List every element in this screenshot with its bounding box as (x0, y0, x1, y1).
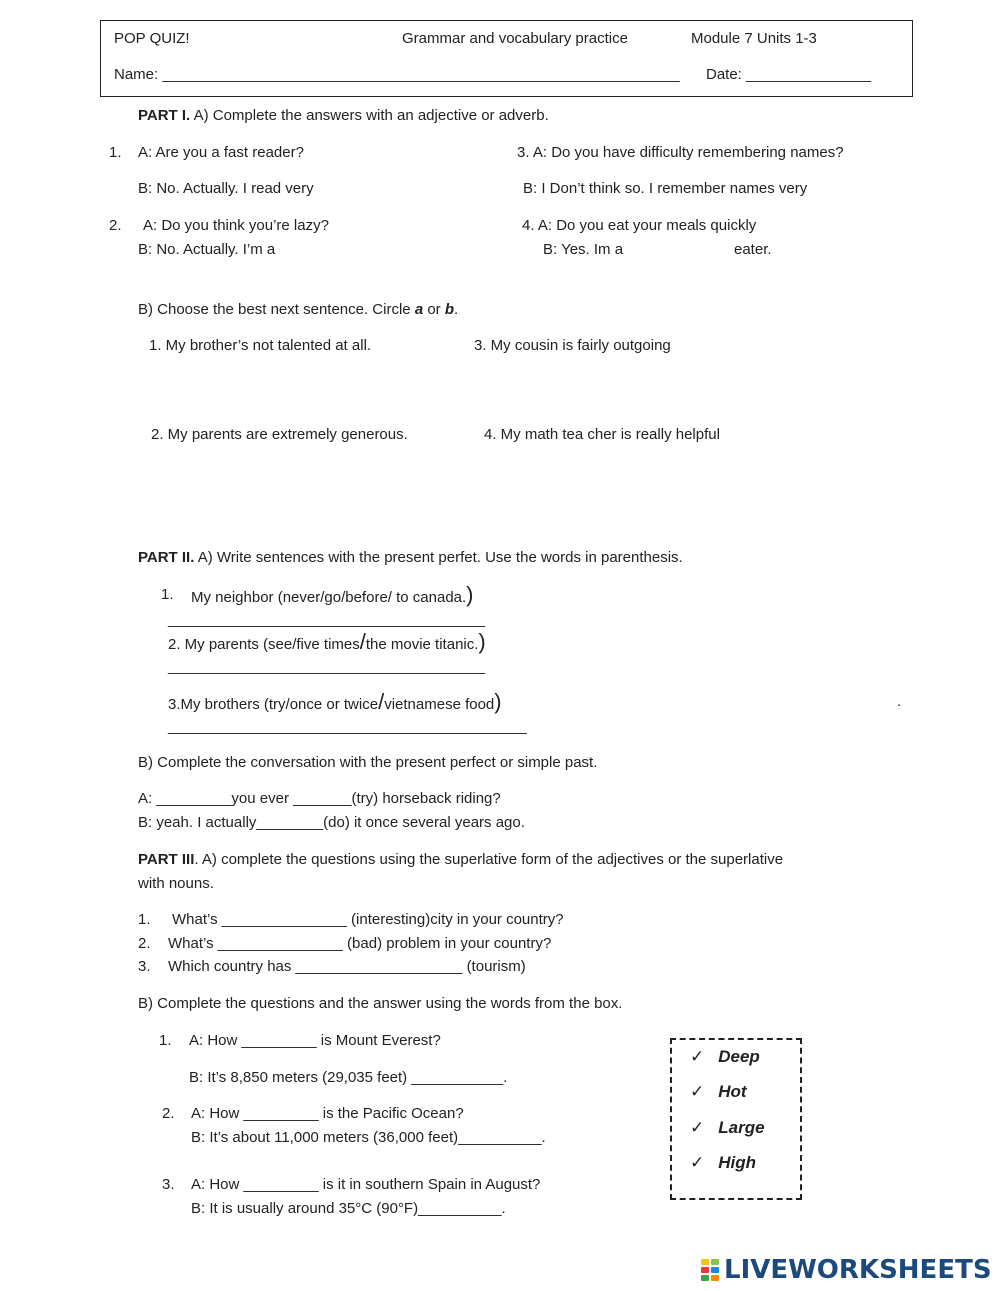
part1-q1-question: A: Are you a fast reader? (138, 144, 304, 161)
part1-b3-sentence: 3. My cousin is fairly outgoing (474, 337, 671, 354)
stray-dot: . (897, 693, 902, 710)
part2-s3-text-b: vietnamese food (384, 696, 495, 713)
part2-s2-line[interactable]: ______________________________________ (168, 658, 486, 675)
part1-b1-sentence: 1. My brother’s not talented at all. (149, 337, 372, 354)
word-item (690, 1047, 760, 1067)
part1-b-title-or: or (423, 301, 445, 318)
part2-s1-line[interactable]: ______________________________________ (168, 611, 486, 628)
part2-s1 (191, 582, 474, 607)
part1-b-title-b: b (444, 301, 455, 318)
part1-b2-sentence: 2. My parents are extremely generous. (151, 426, 408, 443)
part3-e3-number: 3. (162, 1176, 175, 1193)
part3-e1-number: 1. (159, 1032, 172, 1049)
part3-q3-number: 3. (138, 958, 151, 975)
part1-q1-number: 1. (109, 144, 122, 161)
part2-conv-b[interactable]: B: yeah. I actually________(do) it once several years ago. (138, 814, 525, 831)
word-high: High (718, 1153, 757, 1172)
word-hot: Hot (718, 1082, 747, 1101)
part2-s2-text: 2. My parents (see/five times (168, 636, 360, 653)
part1-b-title-dot: . (454, 301, 459, 318)
logo-icon (700, 1258, 720, 1282)
part2-s2 (168, 629, 486, 654)
check-icon: ✓ (690, 1082, 705, 1101)
part3-title-line2: with nouns. (138, 875, 214, 892)
part2-title-bold: PART II. (138, 549, 195, 566)
part3-e1-answer[interactable]: B: It’s 8,850 meters (29,035 feet) ___________. (189, 1069, 508, 1086)
part2-s3-line[interactable]: ___________________________________________ (168, 718, 527, 735)
part3-e2-answer[interactable]: B: It’s about 11,000 meters (36,000 feet)__________. (191, 1129, 546, 1146)
quiz-title: POP QUIZ! (114, 30, 190, 47)
part3-e1-question[interactable]: A: How _________ is Mount Everest? (189, 1032, 441, 1049)
check-icon: ✓ (690, 1047, 705, 1066)
part1-q1-answer: B: No. Actually. I read very (138, 180, 314, 197)
part1-title-bold: PART I. (138, 107, 191, 124)
part3-e3-question[interactable]: A: How _________ is it in southern Spain in August? (191, 1176, 541, 1193)
part2-title-rest: A) Write sentences with the present perfet. Use the words in parenthesis. (194, 549, 683, 566)
part1-b4-sentence: 4. My math tea cher is really helpful (484, 426, 720, 443)
paren-mark: ) (494, 689, 502, 714)
part3-e2-question[interactable]: A: How _________ is the Pacific Ocean? (191, 1105, 464, 1122)
word-item (690, 1118, 765, 1138)
word-item (690, 1082, 747, 1102)
part3-e3-answer[interactable]: B: It is usually around 35°C (90°F)__________. (191, 1200, 506, 1217)
part1-b-title (138, 301, 458, 319)
part1-q4-answer-end: eater. (734, 241, 772, 258)
part3-q1[interactable]: What’s _______________ (interesting)city in your country? (172, 911, 564, 928)
slash-mark: / (378, 689, 385, 714)
check-icon: ✓ (690, 1118, 705, 1137)
quiz-subtitle: Grammar and vocabulary practice (402, 30, 628, 47)
slash-mark: / (359, 629, 366, 654)
name-field[interactable]: Name: ______________________________________________________________ (114, 66, 680, 83)
part3-q1-number: 1. (138, 911, 151, 928)
part1-title (138, 107, 549, 125)
part3-title (138, 851, 783, 869)
part2-s1-number: 1. (161, 586, 174, 603)
word-deep: Deep (718, 1047, 760, 1066)
part3-title-rest: . A) complete the questions using the superlative form of the adjectives or the superlative (194, 851, 784, 868)
part1-title-rest: A) Complete the answers with an adjective or adverb. (190, 107, 549, 124)
logo-text: LIVEWORKSHEETS (724, 1255, 992, 1285)
part3-b-title: B) Complete the questions and the answer using the words from the box. (138, 995, 623, 1012)
part3-title-bold: PART III (138, 851, 195, 868)
part2-conv-a[interactable]: A: _________you ever _______(try) horseback riding? (138, 790, 501, 807)
word-item (690, 1153, 756, 1173)
word-large: Large (718, 1118, 765, 1137)
part2-s3 (168, 689, 502, 714)
part1-q3-question: 3. A: Do you have difficulty remembering names? (517, 144, 844, 161)
paren-mark: ) (466, 582, 474, 607)
part2-title (138, 549, 683, 567)
part3-q2-number: 2. (138, 935, 151, 952)
part3-e2-number: 2. (162, 1105, 175, 1122)
part1-q2-number: 2. (109, 217, 122, 234)
part3-q3[interactable]: Which country has ____________________ (tourism) (168, 958, 526, 975)
part1-q2-question: A: Do you think you’re lazy? (143, 217, 329, 234)
part1-b-title-pre: B) Choose the best next sentence. Circle (138, 301, 415, 318)
part2-b-title: B) Complete the conversation with the present perfect or simple past. (138, 754, 598, 771)
part2-s2-text-b: the movie titanic. (365, 636, 479, 653)
module-label: Module 7 Units 1-3 (691, 30, 817, 47)
part2-s1-text: My neighbor (never/go/before/ to canada. (191, 589, 467, 606)
date-field[interactable]: Date: _______________ (706, 66, 872, 83)
liveworksheets-logo (700, 1255, 992, 1285)
part1-q2-answer: B: No. Actually. I’m a (138, 241, 276, 258)
part2-s3-text: 3.My brothers (try/once or twice (168, 696, 379, 713)
part3-q2[interactable]: What’s _______________ (bad) problem in your country? (168, 935, 552, 952)
part1-b-title-a: a (414, 301, 424, 318)
part1-q3-answer: B: I Don’t think so. I remember names very (523, 180, 808, 197)
part1-q4-question: 4. A: Do you eat your meals quickly (522, 217, 757, 234)
part1-q4-answer: B: Yes. Im a (543, 241, 624, 258)
check-icon: ✓ (690, 1153, 705, 1172)
paren-mark: ) (478, 629, 486, 654)
